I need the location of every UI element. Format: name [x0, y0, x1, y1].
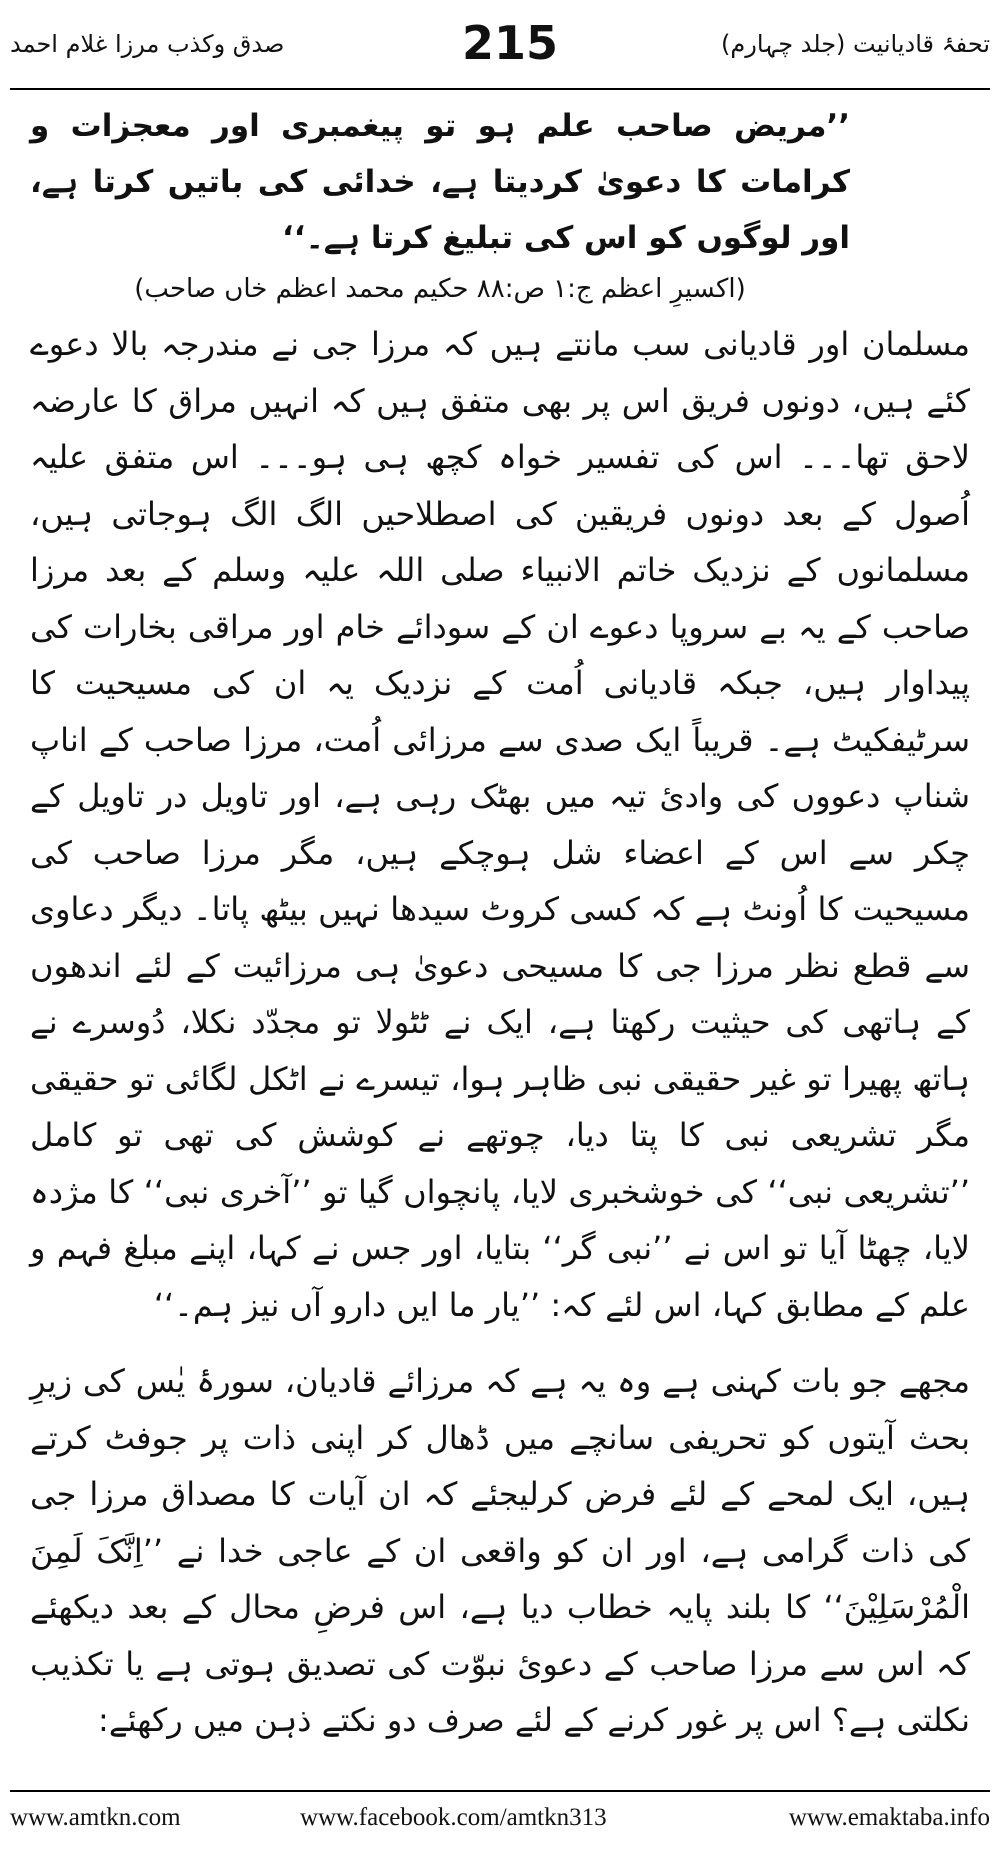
- page-body: [30, 98, 970, 1749]
- page-header: [10, 16, 990, 84]
- page-footer: [10, 1800, 990, 1836]
- paragraph-1: مسلمان اور قادیانی سب مانتے ہیں کہ مرزا جی نے مندرجہ بالا دعوے کئے ہیں، دونوں فریق اس پر بھی متفق ہیں کہ انہیں مراق کا عارضہ لاحق تھا۔۔۔ اس کی تفسیر خواہ کچھ ہی ہو۔۔۔ اس متفق علیہ اُصول کے بعد دونوں فریقین کی اصطلاحیں الگ الگ ہوجاتی ہیں، مسلمانوں کے نزدیک خاتم الانبیاء صلی اللہ علیہ وسلم کے بعد مرزا صاحب کے یہ بے سروپا دعوے ان کے سودائے خام اور مراقی بخارات کی پیداوار ہیں، جبکہ قادیانی اُمت کے نزدیک یہ ان کی مسیحیت کا سرٹیفکیٹ ہے۔ قریباً ایک صدی سے مرزائی اُمت، مرزا صاحب کے اناپ شناپ دعووں کی وادیٔ تیہ میں بھٹک رہی ہے، اور تاویل در تاویل کے چکر سے اس کے اعضاء شل ہوچکے ہیں، مگر مرزا صاحب کی مسیحیت کا اُونٹ ہے کہ کسی کروٹ سیدھا نہیں بیٹھ پاتا۔ دیگر دعاوی سے قطع نظر مرزا جی کا مسیحی دعویٰ ہی مرزائیت کے لئے اندھوں کے ہاتھی کی حیثیت رکھتا ہے، ایک نے ٹٹولا تو مجدّد نکلا، دُوسرے نے ہاتھ پھیرا تو غیر حقیقی نبی ظاہر ہوا، تیسرے نے اٹکل لگائی تو حقیقی مگر تشریعی نبی کا پتا دیا، چوتھے نے کوشش کی تھی تو کامل ’’تشریعی نبی‘‘ کی خوشخبری لایا، پانچواں گیا تو ’’آخری نبی‘‘ کا مژدہ لایا، چھٹا آیا تو اس نے ’’نبی گر‘‘ بتایا، اور جس نے کہا، اپنے مبلغ فہم و علم کے مطابق کہا، اس لئے کہ: ’’یار ما ایں دارو آں نیز ہم۔‘‘: [30, 325, 971, 1324]
- footer-divider: [10, 1790, 990, 1792]
- paragraph-2: مجھے جو بات کہنی ہے وہ یہ ہے کہ مرزائے قادیان، سورۂ یٰس کی زیرِ بحث آیتوں کو تحریفی سانچے میں ڈھال کر اپنی ذات پر جوفٹ کرتے ہیں، ایک لمحے کے لئے فرض کرلیجئے کہ ان آیات کا مصداق مرزا جی کی ذات گرامی ہے، اور ان کو واقعی ان کے عاجی خدا نے ’’اِنَّکَ لَمِنَ الْمُرْسَلِیْنَ‘‘ کا بلند پایہ خطاب دیا ہے، اس فرضِ محال کے بعد دیکھئے کہ اس سے مرزا صاحب کے دعویٔ نبوّت کی تصدیق ہوتی ہے یا تکذیب نکلتی ہے؟ اس پر غور کرنے کے لئے صرف دو نکتے ذہن میں رکھئے:: [30, 1362, 970, 1739]
- quote-source: (اکسیرِ اعظم ج:۱ ص:۸۸ حکیم محمد اعظم خاں صاحب): [134, 274, 746, 304]
- page-number: 215: [461, 16, 559, 70]
- website-link-amtkn[interactable]: www.amtkn.com: [10, 1804, 181, 1831]
- chapter-title: صدق وکذب مرزا غلام احمد: [10, 30, 285, 58]
- book-title: تحفۂ قادیانیت (جلد چہارم): [721, 30, 990, 58]
- block-quote: [30, 98, 850, 312]
- website-link-emaktaba[interactable]: www.emaktaba.info: [788, 1804, 990, 1831]
- facebook-link[interactable]: www.facebook.com/amtkn313: [300, 1804, 607, 1831]
- quote-text: ’’مریض صاحب علم ہو تو پیغمبری اور معجزات و کرامات کا دعویٰ کردیتا ہے، خدائی کی باتیں کرتا ہے، اور لوگوں کو اس کی تبلیغ کرتا ہے۔‘‘: [30, 108, 850, 256]
- header-divider: [10, 88, 990, 90]
